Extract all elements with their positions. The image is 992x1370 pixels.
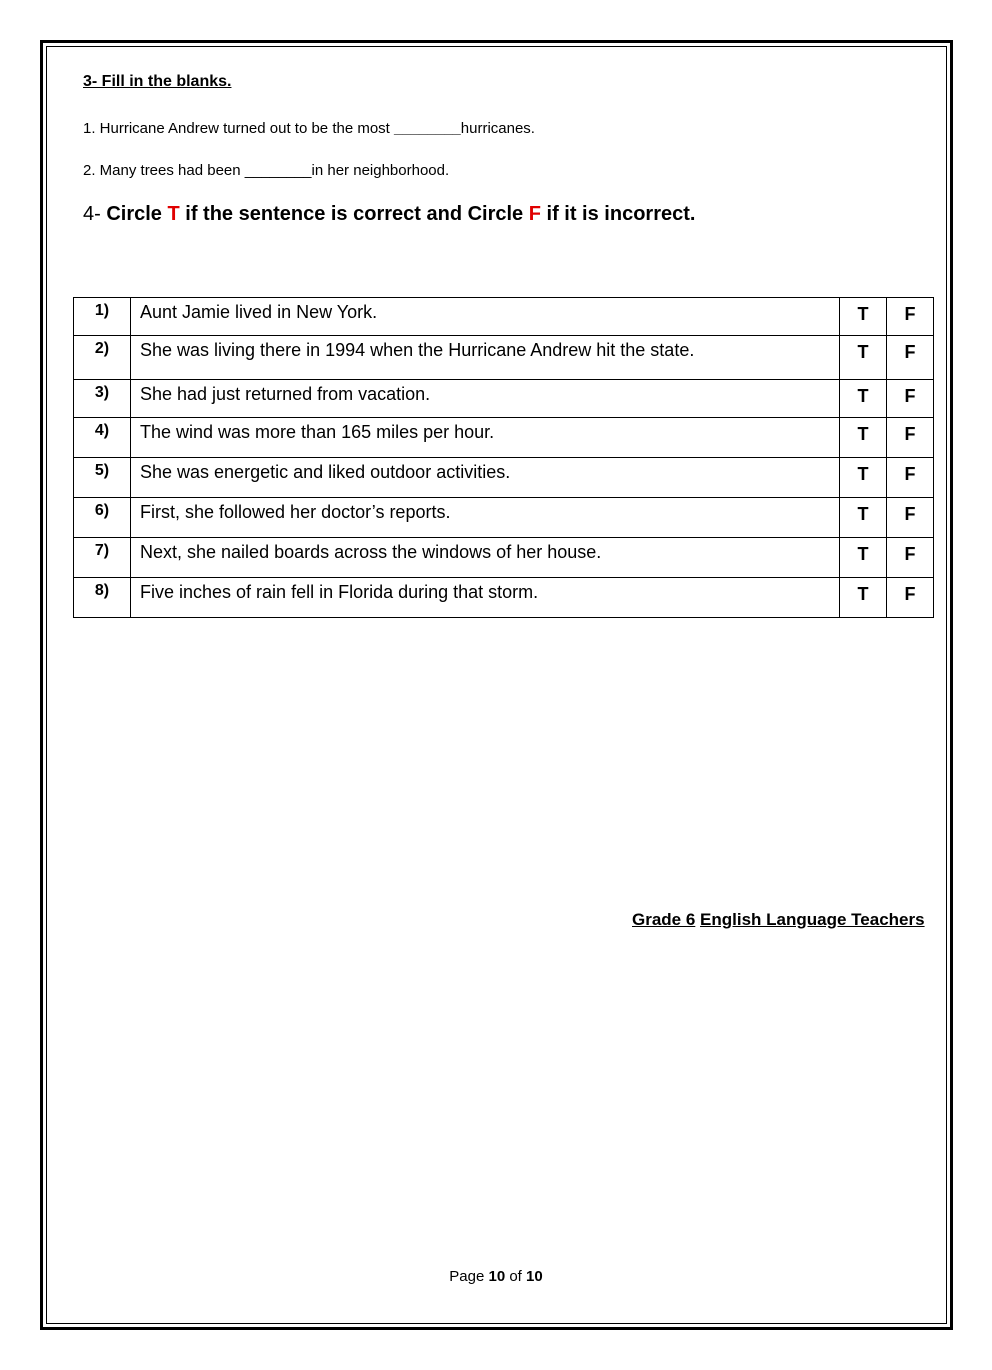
true-option[interactable]: T: [840, 336, 887, 380]
false-option[interactable]: F: [887, 336, 934, 380]
section4-part3: if it is incorrect.: [540, 203, 696, 225]
row-number: 3): [74, 380, 131, 418]
row-sentence: The wind was more than 165 miles per hour.: [131, 418, 840, 458]
true-option[interactable]: T: [840, 578, 887, 618]
row-sentence: Five inches of rain fell in Florida during that storm.: [131, 578, 840, 618]
table-row: [74, 380, 934, 418]
author-credit: [632, 910, 925, 930]
row-number: 8): [74, 578, 131, 618]
false-option[interactable]: F: [887, 538, 934, 578]
section4-prefix: 4-: [83, 203, 107, 225]
true-false-table: [73, 297, 934, 618]
row-sentence: First, she followed her doctor’s reports.: [131, 498, 840, 538]
table-row: [74, 418, 934, 458]
row-number: 5): [74, 458, 131, 498]
page-label: Page: [449, 1268, 489, 1285]
row-number: 6): [74, 498, 131, 538]
section4-part1: Circle: [106, 203, 168, 225]
false-option[interactable]: F: [887, 458, 934, 498]
true-option[interactable]: T: [840, 298, 887, 336]
true-option[interactable]: T: [840, 418, 887, 458]
row-sentence: She was living there in 1994 when the Hurricane Andrew hit the state.: [131, 336, 840, 380]
row-sentence: She was energetic and liked outdoor activities.: [131, 458, 840, 498]
row-sentence: Aunt Jamie lived in New York.: [131, 298, 840, 336]
total-pages: 10: [526, 1268, 543, 1285]
table-row: [74, 538, 934, 578]
false-option[interactable]: F: [887, 418, 934, 458]
section4-f-letter: F: [528, 203, 541, 225]
fill-blank-question-1: [83, 120, 535, 137]
section3-title: 3- Fill in the blanks.: [83, 73, 232, 90]
page-border-inner: [46, 46, 947, 1324]
section4-title: [83, 203, 695, 226]
credit-grade: Grade 6: [632, 910, 696, 929]
true-option[interactable]: T: [840, 458, 887, 498]
question-2-blank: ________: [244, 162, 312, 179]
false-option[interactable]: F: [887, 298, 934, 336]
page-number-footer: [0, 1268, 992, 1285]
table-row: [74, 578, 934, 618]
row-number: 2): [74, 336, 131, 380]
question-2-text-after: in her neighborhood.: [311, 162, 450, 179]
true-option[interactable]: T: [840, 380, 887, 418]
current-page: 10: [488, 1268, 506, 1285]
table-row: [74, 498, 934, 538]
question-1-text-after: hurricanes.: [460, 120, 535, 137]
table-row: [74, 458, 934, 498]
question-1-text-before: 1. Hurricane Andrew turned out to be the most: [83, 120, 395, 137]
row-number: 1): [74, 298, 131, 336]
false-option[interactable]: F: [887, 380, 934, 418]
section4-t-letter: T: [167, 203, 180, 225]
row-number: 7): [74, 538, 131, 578]
credit-teachers: English Language Teachers: [700, 910, 925, 929]
table-row: [74, 298, 934, 336]
row-sentence: Next, she nailed boards across the windows of her house.: [131, 538, 840, 578]
fill-blank-question-2: [83, 162, 449, 179]
false-option[interactable]: F: [887, 578, 934, 618]
row-sentence: She had just returned from vacation.: [131, 380, 840, 418]
question-2-text-before: 2. Many trees had been: [83, 162, 245, 179]
false-option[interactable]: F: [887, 498, 934, 538]
of-label: of: [505, 1268, 527, 1285]
question-1-blank: ________: [394, 120, 461, 137]
section4-part2: if the sentence is correct and Circle: [179, 203, 529, 225]
true-option[interactable]: T: [840, 538, 887, 578]
table-row: [74, 336, 934, 380]
true-option[interactable]: T: [840, 498, 887, 538]
row-number: 4): [74, 418, 131, 458]
